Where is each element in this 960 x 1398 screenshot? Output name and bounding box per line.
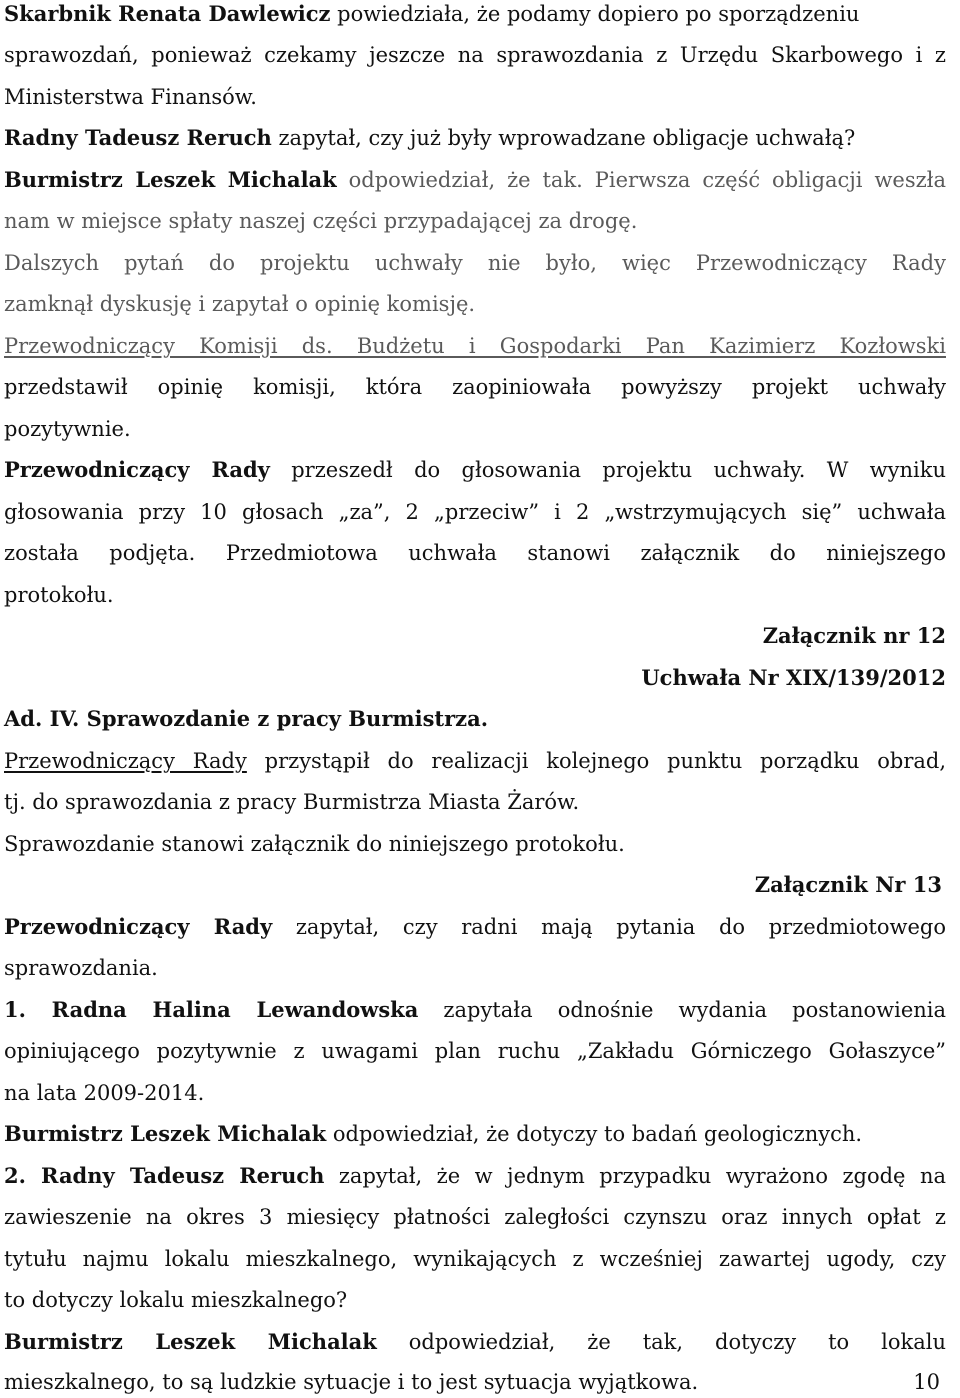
paragraph-line: [4, 996, 946, 1026]
paragraph-line: [4, 1120, 946, 1150]
paragraph-line: [4, 747, 946, 777]
paragraph-line: Ministerstwa Finansów.: [4, 85, 257, 109]
paragraph-line: mieszkalnego, to są ludzkie sytuacje i to jest sytuacja wyjątkowa.: [4, 1370, 699, 1394]
line-text: przeszedł do głosowania projektu uchwały. W wyniku: [269, 458, 946, 482]
line-text: przystąpił do realizacji kolejnego punktu porządku obrad,: [246, 749, 947, 773]
paragraph-line: sprawozdań, ponieważ czekamy jeszcze na sprawozdania z Urzędu Skarbowego i z: [4, 43, 946, 67]
paragraph-line: została podjęta. Przedmiotowa uchwała stanowi załącznik do niniejszego: [4, 541, 946, 565]
paragraph-line: [4, 913, 946, 943]
speaker-name: Przewodniczący Rady: [4, 457, 270, 482]
paragraph-line: Przewodniczący Komisji ds. Budżetu i Gospodarki Pan Kazimierz Kozłowski: [4, 334, 946, 358]
line-text: powiedziała, że podamy dopiero po sporządzeniu: [330, 2, 860, 26]
paragraph-line: [4, 1162, 946, 1192]
paragraph-line: pozytywnie.: [4, 417, 131, 441]
line-text: zapytał, czy już były wprowadzane obligacje uchwałą?: [271, 126, 856, 150]
paragraph-line: Sprawozdanie stanowi załącznik do niniejszego protokołu.: [4, 832, 625, 856]
paragraph-line: opiniującego pozytywnie z uwagami plan ruchu „Zakładu Górniczego Gołaszyce”: [4, 1039, 946, 1063]
line-text: odpowiedział, że dotyczy to badań geologicznych.: [326, 1122, 863, 1146]
paragraph-line: głosowania przy 10 głosach „za”, 2 „przeciw” i 2 „wstrzymujących się” uchwała: [4, 500, 946, 524]
speaker-name: Przewodniczący Rady: [4, 914, 273, 939]
page-number: 10: [913, 1370, 940, 1394]
speaker-name: Burmistrz Leszek Michalak: [4, 167, 337, 192]
paragraph-line: tytułu najmu lokalu mieszkalnego, wynikających z wcześniej zawartej ugody, czy: [4, 1247, 946, 1271]
paragraph-line: sprawozdania.: [4, 956, 158, 980]
paragraph-line: nam w miejsce spłaty naszej części przypadającej za drogę.: [4, 209, 638, 233]
line-text: zapytała odnośnie wydania postanowienia: [418, 998, 947, 1022]
line-text: zapytał, czy radni mają pytania do przedmiotowego: [272, 915, 946, 939]
paragraph-line: [4, 1328, 946, 1358]
paragraph-line: tj. do sprawozdania z pracy Burmistrza Miasta Żarów.: [4, 790, 580, 814]
speaker-name: 1. Radna Halina Lewandowska: [4, 997, 419, 1022]
paragraph-line: [4, 456, 946, 486]
paragraph-line: [4, 166, 946, 196]
paragraph-line: zamknął dyskusję i zapytał o opinię komisję.: [4, 292, 476, 316]
paragraph-line: przedstawił opinię komisji, która zaopiniowała powyższy projekt uchwały: [4, 375, 946, 399]
paragraph-line: [4, 124, 946, 154]
speaker-name: 2. Radny Tadeusz Reruch: [4, 1163, 325, 1188]
paragraph-line: protokołu.: [4, 583, 114, 607]
paragraph-line: na lata 2009-2014.: [4, 1081, 205, 1105]
line-text: odpowiedział, że tak, dotyczy to lokalu: [376, 1330, 946, 1354]
resolution-number: Uchwała Nr XIX/139/2012: [641, 665, 946, 690]
section-heading: Ad. IV. Sprawozdanie z pracy Burmistrza.: [4, 706, 489, 731]
speaker-name: Burmistrz Leszek Michalak: [4, 1121, 327, 1146]
line-text: zapytał, że w jednym przypadku wyrażono zgodę na: [324, 1164, 946, 1188]
paragraph-line: Dalszych pytań do projektu uchwały nie było, więc Przewodniczący Rady: [4, 251, 946, 275]
speaker-name: Burmistrz Leszek Michalak: [4, 1329, 377, 1354]
line-text: odpowiedział, że tak. Pierwsza część obligacji weszła: [336, 168, 947, 192]
speaker-name: Radny Tadeusz Reruch: [4, 125, 272, 150]
paragraph-line: [4, 0, 946, 30]
attachment-label: Załącznik nr 12: [762, 623, 946, 648]
speaker-name: Skarbnik Renata Dawlewicz: [4, 1, 331, 26]
speaker-name: Przewodniczący Rady: [4, 749, 247, 773]
attachment-label: Załącznik Nr 13: [754, 872, 942, 897]
paragraph-line: zawieszenie na okres 3 miesięcy płatności zaległości czynszu oraz innych opłat z: [4, 1205, 946, 1229]
paragraph-line: to dotyczy lokalu mieszkalnego?: [4, 1288, 348, 1312]
